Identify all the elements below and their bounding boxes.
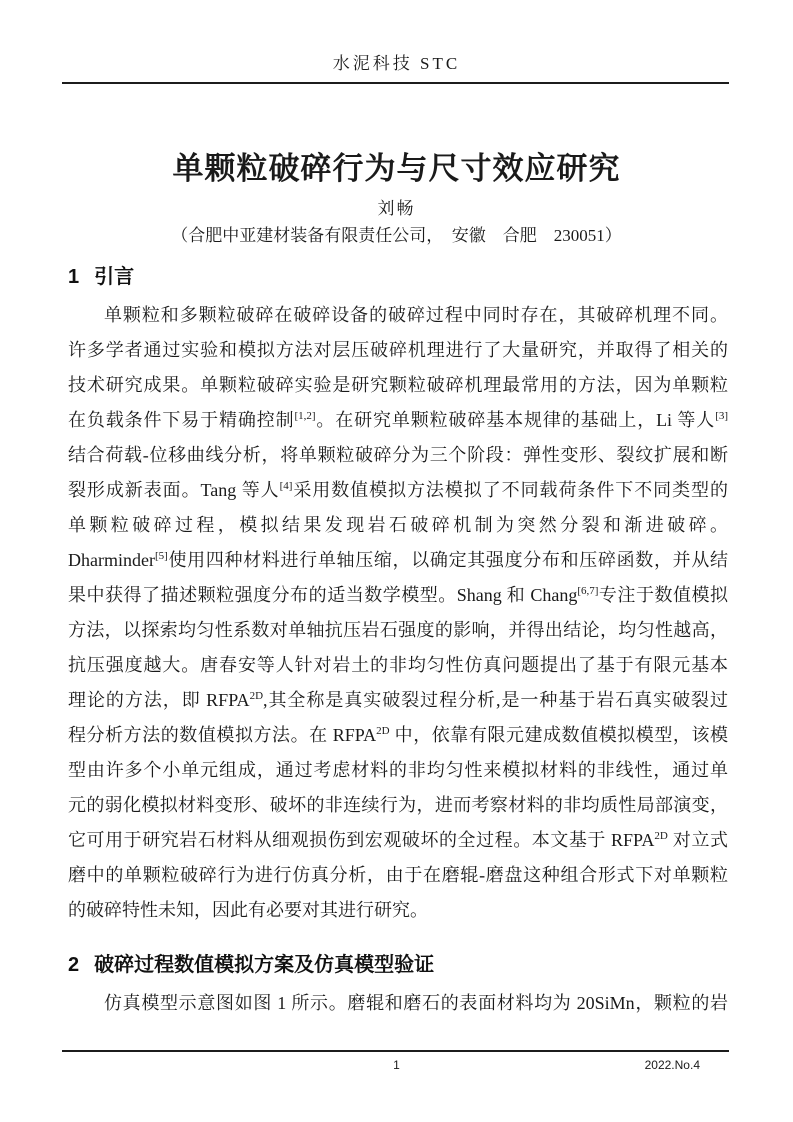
text-run: 果中获得了描述颗粒强度分布的适当数学模型。Shang 和 Chang — [68, 585, 578, 605]
text-run: 采用数值模拟方法模拟了不同载荷条件下不同类型的 — [292, 480, 728, 500]
section-2-heading — [68, 944, 728, 986]
body-text-line — [68, 333, 728, 368]
section-1-body — [68, 298, 728, 928]
text-run: 型由许多个小单元组成，通过考虑材料的非均匀性来模拟材料的非线性，通过单 — [68, 760, 728, 780]
text-run: 方法，以探索均匀性系数对单轴抗压岩石强度的影响，并得出结论，均匀性越高， — [68, 620, 728, 640]
text-run: ,其全称是真实破裂过程分析,是一种基于岩石真实破裂过 — [263, 690, 729, 710]
section-2-body — [68, 986, 728, 1021]
body-text-line — [68, 648, 728, 683]
body-text-line — [68, 438, 728, 473]
body-text-line — [68, 823, 728, 858]
text-run: 专注于数值模拟 — [598, 585, 729, 605]
citation-superscript: [1,2] — [294, 410, 316, 422]
text-run: 结合荷载-位移曲线分析，将单颗粒破碎分为三个阶段：弹性变形、裂纹扩展和断 — [68, 445, 728, 465]
body-text-line — [68, 613, 728, 648]
section-2-title: 破碎过程数值模拟方案及仿真模型验证 — [94, 954, 435, 976]
section-1-heading — [68, 256, 728, 298]
text-run: 使用四种材料进行单轴压缩，以确定其强度分布和压碎函数，并从结 — [167, 550, 728, 570]
text-run: 程分析方法的数值模拟方法。在 RFPA — [68, 725, 377, 745]
article-title: 单颗粒破碎行为与尺寸效应研究 — [172, 150, 621, 186]
citation-superscript: 2D — [654, 830, 668, 842]
text-run: 的破碎特性未知，因此有必要对其进行研究。 — [68, 900, 428, 920]
body-text-line — [68, 893, 728, 928]
text-run: 仿真模型示意图如图 1 所示。磨辊和磨石的表面材料均为 20SiMn，颗粒的岩 — [104, 993, 728, 1013]
body-text-line — [68, 298, 728, 333]
text-run: 在负载条件下易于精确控制 — [68, 410, 295, 430]
article-affiliation: （合肥中亚建材装备有限责任公司， 安徽 合肥 230051） — [171, 226, 622, 245]
article-author: 刘畅 — [377, 199, 416, 218]
page-number: 1 — [393, 1058, 400, 1072]
section-1-number: 1 — [68, 266, 80, 288]
body-text-line — [68, 683, 728, 718]
text-run: 理论的方法，即 RFPA — [68, 690, 250, 710]
body-text-line — [68, 473, 728, 508]
citation-superscript: 2D — [249, 690, 264, 702]
journal-title: 水泥科技 STC — [332, 54, 461, 73]
text-run: 技术研究成果。单颗粒破碎实验是研究颗粒破碎机理最常用的方法，因为单颗粒 — [68, 375, 728, 395]
text-run: 许多学者通过实验和模拟方法对层压破碎机理进行了大量研究，并取得了相关的 — [68, 340, 728, 360]
body-text-line — [68, 788, 728, 823]
text-run: 磨中的单颗粒破碎行为进行仿真分析，由于在磨辊-磨盘这种组合形式下对单颗粒 — [68, 865, 728, 885]
body-text-line — [68, 578, 728, 613]
body-text-line — [68, 718, 728, 753]
text-run: 元的弱化模拟材料变形、破坏的非连续行为，进而考察材料的非均质性局部演变， — [68, 795, 728, 815]
section-1-title: 引言 — [94, 266, 135, 288]
text-run: 。在研究单颗粒破碎基本规律的基础上，Li 等人 — [315, 410, 716, 430]
text-run: 对立式 — [667, 830, 729, 850]
citation-superscript: [5] — [154, 550, 168, 562]
citation-superscript: [3] — [715, 410, 729, 422]
text-run: 裂形成新表面。Tang 等人 — [68, 480, 280, 500]
body-text-line — [68, 543, 728, 578]
citation-superscript: 2D — [376, 725, 390, 737]
text-run: 单颗粒破碎过程，模拟结果发现岩石破碎机制为突然分裂和渐进破碎。 — [68, 515, 728, 535]
header-rule — [62, 82, 729, 84]
body-text-line — [68, 858, 728, 893]
text-run: 抗压强度越大。唐春安等人针对岩土的非均匀性仿真问题提出了基于有限元基本 — [68, 655, 728, 675]
body-text-line — [68, 368, 728, 403]
article-body — [68, 256, 728, 1021]
issue-label: 2022.No.4 — [644, 1058, 700, 1072]
body-text-line — [68, 753, 728, 788]
text-run: 中，依靠有限元建成数值模拟模型，该模 — [389, 725, 729, 745]
footer-rule — [62, 1050, 729, 1052]
text-run: 它可用于研究岩石材料从细观损伤到宏观破坏的全过程。本文基于 RFPA — [68, 830, 655, 850]
citation-superscript: [4] — [279, 480, 293, 492]
body-text-line — [68, 403, 728, 438]
citation-superscript: [6,7] — [577, 585, 599, 597]
body-text-line — [68, 508, 728, 543]
section-2-number: 2 — [68, 954, 80, 976]
body-text-line — [68, 986, 728, 1021]
text-run: 单颗粒和多颗粒破碎在破碎设备的破碎过程中同时存在，其破碎机理不同。 — [104, 305, 728, 325]
text-run: Dharminder — [68, 550, 155, 570]
